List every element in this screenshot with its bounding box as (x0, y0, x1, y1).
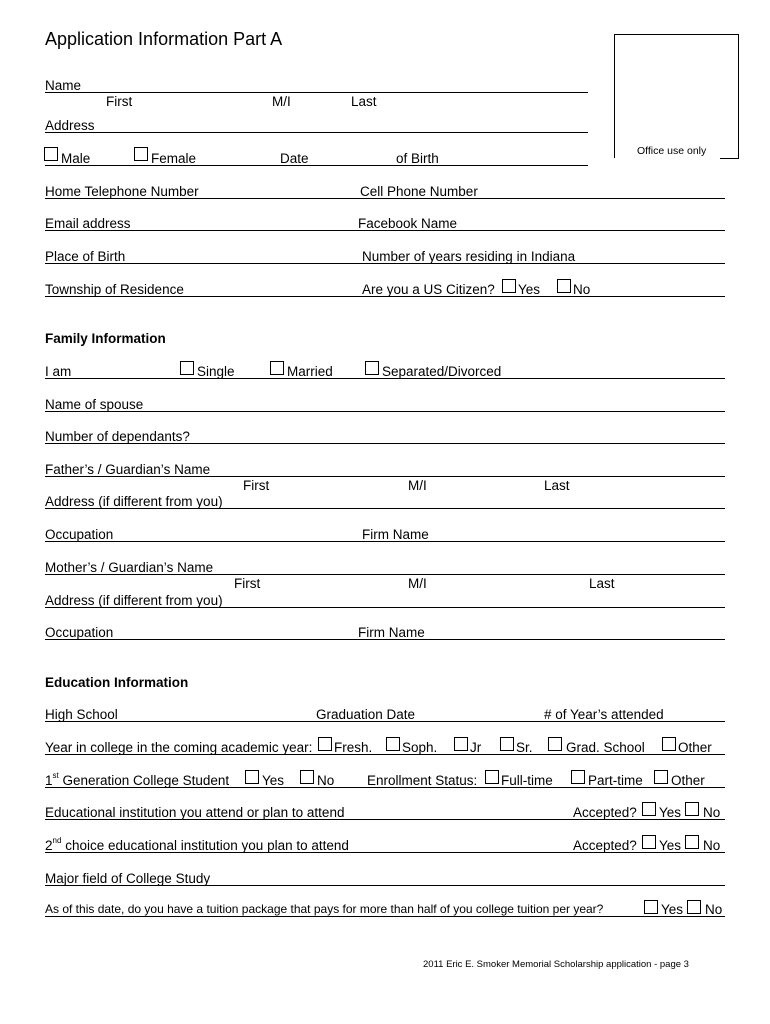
cell-phone-label: Cell Phone Number (360, 184, 478, 199)
high-school-line[interactable] (45, 721, 725, 722)
grad-school-label: Grad. School (566, 740, 645, 755)
male-checkbox[interactable] (44, 147, 58, 161)
married-label: Married (287, 364, 333, 379)
single-label: Single (197, 364, 235, 379)
place-of-birth-label: Place of Birth (45, 249, 126, 264)
mother-address-label: Address (if different from you) (45, 593, 223, 608)
sr-checkbox[interactable] (500, 737, 514, 751)
name-mi-caption: M/I (272, 94, 291, 109)
citizen-no-label: No (573, 282, 591, 297)
institution-label: Educational institution you attend or plan to attend (45, 805, 345, 820)
institution-line[interactable] (45, 819, 725, 820)
fresh-checkbox[interactable] (318, 737, 332, 751)
first-gen-no-label: No (317, 773, 335, 788)
mother-line[interactable] (45, 574, 725, 575)
institution-no-checkbox[interactable] (685, 802, 699, 816)
email-label: Email address (45, 216, 131, 231)
address-line[interactable] (45, 132, 588, 133)
first-gen-no-checkbox[interactable] (300, 770, 314, 784)
sr-label: Sr. (516, 740, 533, 755)
years-attended-label: # of Year’s attended (544, 707, 664, 722)
address-label: Address (45, 118, 95, 133)
mother-address-line[interactable] (45, 607, 725, 608)
gender-dob-line[interactable] (45, 165, 588, 166)
father-last-caption: Last (544, 478, 570, 493)
i-am-label: I am (45, 364, 72, 379)
single-checkbox[interactable] (180, 361, 194, 375)
second-accepted-label: Accepted? (573, 838, 637, 853)
institution-yes-label: Yes (659, 805, 682, 820)
jr-checkbox[interactable] (454, 737, 468, 751)
citizen-label: Are you a US Citizen? (362, 282, 495, 297)
spouse-label: Name of spouse (45, 397, 144, 412)
enrollment-other-label: Other (671, 773, 705, 788)
dob-label-left: Date (280, 151, 309, 166)
soph-label: Soph. (402, 740, 438, 755)
email-line[interactable] (45, 230, 725, 231)
second-no-label: No (703, 838, 721, 853)
page-footer: 2011 Eric E. Smoker Memorial Scholarship application - page 3 (423, 959, 689, 970)
separated-checkbox[interactable] (365, 361, 379, 375)
first-gen-yes-checkbox[interactable] (245, 770, 259, 784)
major-line[interactable] (45, 885, 725, 886)
father-occupation-line[interactable] (45, 541, 725, 542)
tuition-no-checkbox[interactable] (687, 900, 701, 914)
birth-line[interactable] (45, 263, 725, 264)
mother-firm-label: Firm Name (358, 625, 425, 640)
part-time-label: Part-time (588, 773, 643, 788)
year-college-label: Year in college in the coming academic year: (45, 740, 313, 755)
home-phone-label: Home Telephone Number (45, 184, 199, 199)
father-occupation-label: Occupation (45, 527, 114, 542)
father-firm-label: Firm Name (362, 527, 429, 542)
name-first-caption: First (106, 94, 133, 109)
mother-occupation-label: Occupation (45, 625, 114, 640)
father-address-label: Address (if different from you) (45, 494, 223, 509)
enrollment-label: Enrollment Status: (367, 773, 478, 788)
father-first-caption: First (243, 478, 270, 493)
male-label: Male (61, 151, 91, 166)
married-checkbox[interactable] (270, 361, 284, 375)
female-label: Female (151, 151, 197, 166)
separated-label: Separated/Divorced (382, 364, 502, 379)
township-label: Township of Residence (45, 282, 184, 297)
tuition-label: As of this date, do you have a tuition package that pays for more than half of you college tuition per year? (45, 902, 604, 916)
part-time-checkbox[interactable] (571, 770, 585, 784)
citizen-yes-checkbox[interactable] (502, 279, 516, 293)
tuition-yes-label: Yes (661, 902, 684, 917)
name-label: Name (45, 78, 82, 93)
soph-checkbox[interactable] (386, 737, 400, 751)
years-indiana-label: Number of years residing in Indiana (362, 249, 576, 264)
second-no-checkbox[interactable] (685, 835, 699, 849)
office-use-label: Office use only (637, 145, 707, 157)
phone-line[interactable] (45, 198, 725, 199)
facebook-label: Facebook Name (358, 216, 458, 231)
father-line[interactable] (45, 476, 725, 477)
dependants-label: Number of dependants? (45, 429, 190, 444)
township-line[interactable] (45, 296, 725, 297)
fresh-label: Fresh. (334, 740, 373, 755)
dependants-line[interactable] (45, 443, 725, 444)
family-heading: Family Information (45, 331, 166, 346)
second-choice-line[interactable] (45, 852, 725, 853)
major-label: Major field of College Study (45, 871, 211, 886)
mother-mi-caption: M/I (408, 576, 427, 591)
tuition-line[interactable] (45, 916, 725, 917)
tuition-no-label: No (705, 902, 723, 917)
mother-occupation-line[interactable] (45, 639, 725, 640)
high-school-label: High School (45, 707, 118, 722)
second-yes-label: Yes (659, 838, 682, 853)
name-last-caption: Last (351, 94, 377, 109)
first-gen-yes-label: Yes (262, 773, 285, 788)
first-gen-label: 1st Generation College Student (45, 771, 230, 788)
dob-label-right: of Birth (396, 151, 439, 166)
first-gen-line[interactable] (45, 787, 725, 788)
page-title: Application Information Part A (45, 29, 283, 49)
name-line[interactable] (45, 92, 588, 93)
mother-label: Mother’s / Guardian’s Name (45, 560, 214, 575)
institution-no-label: No (703, 805, 721, 820)
spouse-line[interactable] (45, 411, 725, 412)
jr-label: Jr (470, 740, 482, 755)
tuition-yes-checkbox[interactable] (644, 900, 658, 914)
second-choice-label: 2nd choice educational institution you plan to attend (45, 836, 349, 853)
institution-accepted-label: Accepted? (573, 805, 637, 820)
grad-date-label: Graduation Date (316, 707, 416, 722)
father-address-line[interactable] (45, 508, 725, 509)
father-label: Father’s / Guardian’s Name (45, 462, 211, 477)
father-mi-caption: M/I (408, 478, 427, 493)
marital-line[interactable] (45, 378, 725, 379)
grad-school-checkbox[interactable] (548, 737, 562, 751)
education-heading: Education Information (45, 675, 189, 690)
year-other-label: Other (678, 740, 712, 755)
year-other-checkbox[interactable] (662, 737, 676, 751)
second-yes-checkbox[interactable] (642, 835, 656, 849)
photo-box (614, 34, 739, 158)
institution-yes-checkbox[interactable] (642, 802, 656, 816)
year-college-line[interactable] (45, 754, 725, 755)
citizen-no-checkbox[interactable] (557, 279, 571, 293)
full-time-label: Full-time (501, 773, 553, 788)
mother-last-caption: Last (589, 576, 615, 591)
enrollment-other-checkbox[interactable] (654, 770, 668, 784)
mother-first-caption: First (234, 576, 261, 591)
female-checkbox[interactable] (134, 147, 148, 161)
citizen-yes-label: Yes (518, 282, 541, 297)
full-time-checkbox[interactable] (485, 770, 499, 784)
